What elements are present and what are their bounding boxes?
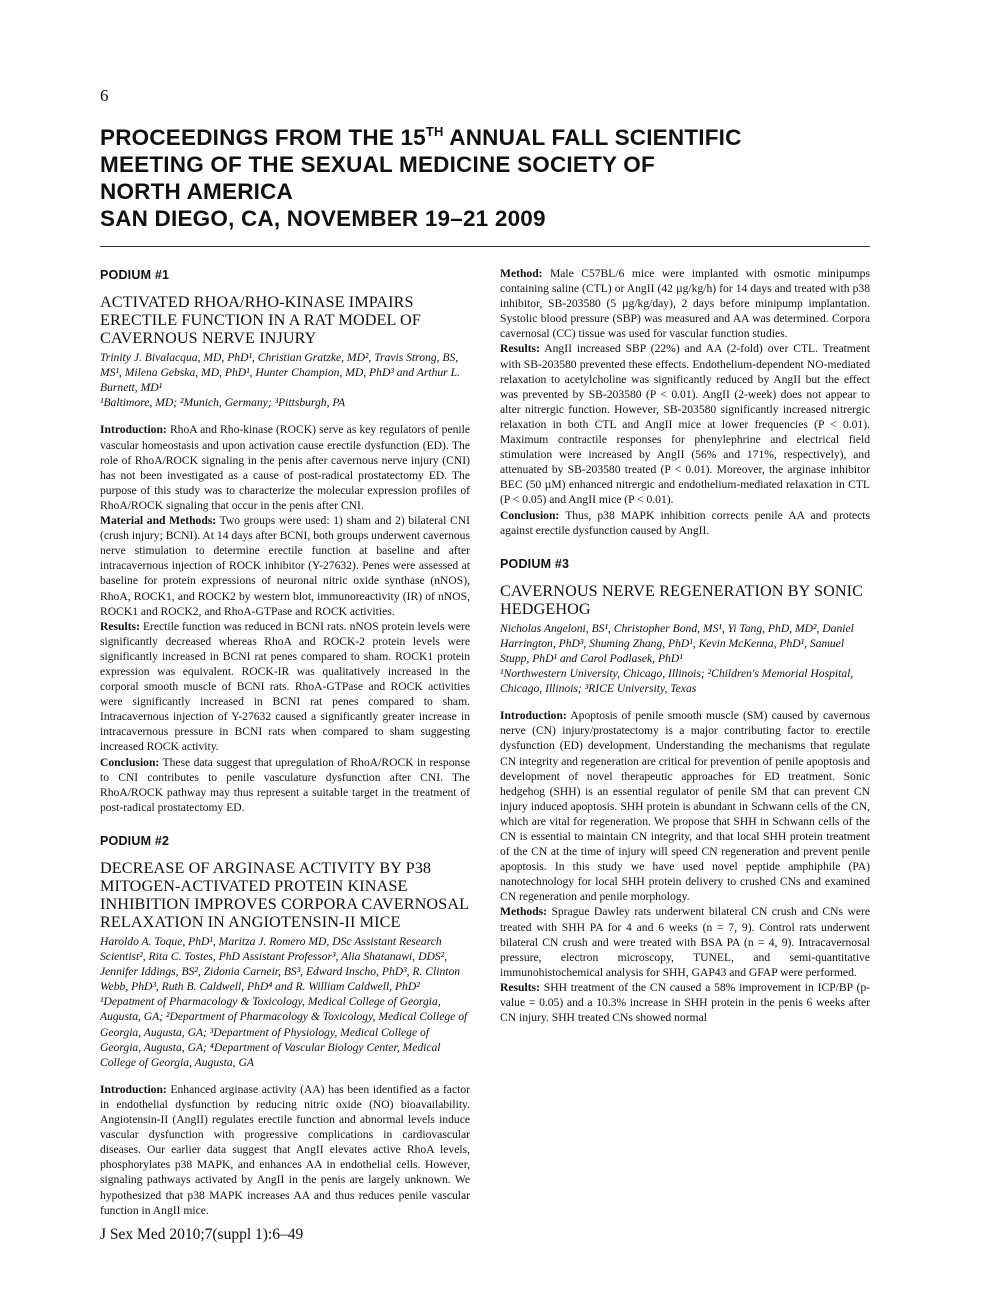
header-line-1: PROCEEDINGS FROM THE 15TH ANNUAL FALL SCIENTIFIC xyxy=(100,124,742,150)
affiliations: ¹Depatment of Pharmacology & Toxicology, Medical College of Georgia, Augusta, GA; ²Department of Pharmacology & Toxicology, Medical College of Georgia, Augusta, GA; ³Department of Physiology, Medical College of Georgia, Augusta, GA; ⁴Department of Vascular Biology Center, Medical College of Georgia, Augusta, GA xyxy=(100,995,468,1069)
article-title: CAVERNOUS NERVE REGENERATION BY SONIC HEDGEHOG xyxy=(500,581,864,618)
introduction-paragraph: Introduction: Enhanced arginase activity (AA) has been identified as a factor in endothelial dysfunction by reducing nitric oxide (NO) bioavailability. Angiotensin-II (AngII) regulates erectile function and abnormal levels induce vascular dysfunction with progressive complications in cardiovascular diseases. Our earlier data suggest that AngII elevates active RhoA levels, phosphorylates p38 MAPK, and enhances AA in endothelial cells. However, signaling pathways activated by AngII in the penis are largely unknown. We hypothesized that p38 MAPK increases AA and thus reduces penile vascular function in AngII mice. xyxy=(100,1082,470,1217)
podium-label: PODIUM #1 xyxy=(100,268,170,282)
header-superscript: TH xyxy=(425,124,444,139)
podium-label: PODIUM #2 xyxy=(100,833,170,848)
methods-paragraph: Material and Methods: Two groups were used: 1) sham and 2) bilateral CNI (crush injury; BCNI). At 14 days after BCNI, both groups underwent cavernous nerve stimulation to determine erectile function at baseline and after intracavernous injection of ROCK inhibitor (Y-27632). Penes were assessed at baseline for protein expressions of neuronal nitric oxide synthase (nNOS), RhoA, ROCK1, and ROCK2 by western blot, immunoreactivity (IR) of nNOS, ROCK1 and ROCK2, and RhoA-GTPase and ROCK activities. xyxy=(100,514,470,618)
proceedings-header xyxy=(100,124,870,232)
conclusion-paragraph: Conclusion: Thus, p38 MAPK inhibition corrects penile AA and protects against erectile dysfunction caused by AngII. xyxy=(500,508,870,537)
journal-citation: J Sex Med 2010;7(suppl 1):6–49 xyxy=(100,1226,304,1243)
article-title: ACTIVATED RHOA/RHO-KINASE IMPAIRS ERECTILE FUNCTION IN A RAT MODEL OF CAVERNOUS NERVE INJURY xyxy=(100,293,421,348)
author-list: Nicholas Angeloni, BS¹, Christopher Bond, MS¹, Yi Tang, PhD, MD², Daniel Harrington, PhD³, Shuming Zhang, PhD¹, Kevin McKenna, PhD¹, Samuel Stupp, PhD¹ and Carol Podlasek, PhD¹ xyxy=(500,621,854,665)
podium-1 xyxy=(100,268,470,815)
header-line-3: NORTH AMERICA xyxy=(100,179,294,204)
header-rule xyxy=(100,246,870,247)
page-number: 6 xyxy=(100,86,109,105)
conclusion-paragraph: Conclusion: These data suggest that upregulation of RhoA/ROCK in response to CNI contributes to penile vasculature dysfunction after CNI. The RhoA/ROCK pathway may thus represent a suitable target in the treatment of post-radical prostatectomy ED. xyxy=(100,755,470,814)
header-line-4: SAN DIEGO, CA, NOVEMBER 19–21 2009 xyxy=(100,206,546,231)
header-line-2: MEETING OF THE SEXUAL MEDICINE SOCIETY OF xyxy=(100,152,655,177)
podium-label: PODIUM #3 xyxy=(500,556,570,571)
podium-2 xyxy=(100,834,470,1218)
author-list: Trinity J. Bivalacqua, MD, PhD¹, Christian Gratzke, MD², Travis Strong, BS, MS¹, Milena Gebska, MD, PhD¹, Hunter Champion, MD, PhD³ and Arthur L. Burnett, MD¹ xyxy=(100,351,460,395)
introduction-paragraph: Introduction: RhoA and Rho-kinase (ROCK) serve as key regulators of penile vascular homeostasis and upon activation cause erectile dysfunction (ED). The role of RhoA/ROCK signaling in the penis after cavernous nerve injury (CNI) has not been investigated as a cause of post-radical prostatectomy ED. The purpose of this study was to characterize the molecular expression profiles of RhoA/ROCK signaling that occur in the penis after CNI. xyxy=(100,423,471,512)
podium-2-continued xyxy=(500,266,870,538)
results-paragraph: Results: SHH treatment of the CN caused a 58% improvement in ICP/BP (p-value = 0.05) and a 10.3% increase in SHH protein in the penis 6 weeks after CN injury. SHH treated CNs showed normal xyxy=(500,980,870,1025)
methods-paragraph: Methods: Sprague Dawley rats underwent bilateral CN crush and CNs were treated with SHH PA for 4 and 6 weeks (n = 7, 9). Control rats underwent bilateral CN crush and were treated with BSA PA (n = 4, 9). Intracavernosal pressure, electron microscopy, TUNEL, and semi-quantitative immunohistochemical analysis for SHH, GAP43 and GFAP were performed. xyxy=(500,905,870,979)
article-title: DECREASE OF ARGINASE ACTIVITY BY P38 MITOGEN-ACTIVATED PROTEIN KINASE INHIBITION IMPROVES CORPORA CAVERNOSAL RELAXATION IN ANGIOTENSIN-II MICE xyxy=(100,859,469,931)
introduction-paragraph: Introduction: Apoptosis of penile smooth muscle (SM) caused by cavernous nerve (CN) injury/prostatectomy is a major contributing factor to erectile dysfunction (ED) development. Understanding the mechanisms that regulate CN integrity and regeneration are critical for prevention of penile apoptosis and development of novel therapeutic approaches for ED treatment. Sonic hedgehog (SHH) is an essential regulator of penile SM that can prevent CN injury induced apoptosis. SHH protein is abundant in Schwann cells of the CN, which are vital for regeneration. We propose that SHH in Schwann cells of the CN is essential to maintain CN integrity, and that local SHH protein treatment of the CN at the time of injury will speed CN regeneration and prevent penile apoptosis. In this study we have used novel peptide amphiphile (PA) nanotechnology for local SHH protein delivery to crushed CNs and examined CN regeneration and penile morphology. xyxy=(500,709,870,904)
method-paragraph: Method: Male C57BL/6 mice were implanted with osmotic minipumps containing saline (CTL) or AngII (42 µg/kg/h) for 14 days and treated with p38 inhibitor, SB-203580 (5 µg/kg/day), 2 days before minipump implantation. Systolic blood pressure (SBP) was measured and AA was determined. Corpora cavernosal (CC) tissue was used for vascular function studies. xyxy=(500,267,870,341)
podium-3 xyxy=(500,557,870,1026)
results-paragraph: Results: AngII increased SBP (22%) and AA (2-fold) over CTL. Treatment with SB-203580 prevented these effects. Endothelium-dependent NO-mediated relaxation to acetylcholine was significantly reduced by AngII but the effect was prevented by SB-203580 (P < 0.01). AngII (2-week) does not appear to alter nitrergic function. However, SB-203580 significantly increased nitrergic relaxation in both CTL and AngII mice at lower frequencies (P < 0.01). Maximum contractile responses for phenylephrine and electrical field stimulation were increased by AngII (56% and 171%, respectively), and attenuated by SB-203580 treated (P < 0.01). Moreover, the arginase inhibitor BEC (50 µM) enhanced nitrergic and endothelium-mediated relaxation in CTL (P < 0.05) and AngII mice (P < 0.01). xyxy=(500,342,870,507)
affiliations: ¹Northwestern University, Chicago, Illinois; ²Children's Memorial Hospital, Chicago, Illinois; ³RICE University, Texas xyxy=(500,667,854,696)
right-column xyxy=(500,266,870,1025)
affiliations: ¹Baltimore, MD; ²Munich, Germany; ³Pittsburgh, PA xyxy=(100,396,346,410)
left-column xyxy=(100,268,470,1218)
results-paragraph: Results: Erectile function was reduced in BCNI rats. nNOS protein levels were significantly decreased whereas RhoA and ROCK-2 protein levels were significantly increased in BCNI rat penes compared to sham. ROCK1 protein expression was equivalent. ROCK-IR was qualitatively increased in the corporal smooth muscle of BCNI rats. RhoA-GTPase and ROCK activities were significantly increased in BCNI rat penes compared to sham. Intracavernous injection of Y-27632 caused a significantly greater increase in intracavernous pressure in BCNI rats when compared to sham suggesting increased ROCK activity. xyxy=(100,619,470,754)
author-list: Haroldo A. Toque, PhD¹, Maritza J. Romero MD, DSc Assistant Research Scientist², Rita C. Tostes, PhD Assistant Professor³, Alia Shatanawi, DDS², Jennifer Iddings, BS², Zidonia Carneir, BS³, Edward Inscho, PhD³, R. Clinton Webb, PhD³, Ruth B. Caldwell, PhD⁴ and R. William Caldwell, PhD² xyxy=(100,935,461,994)
